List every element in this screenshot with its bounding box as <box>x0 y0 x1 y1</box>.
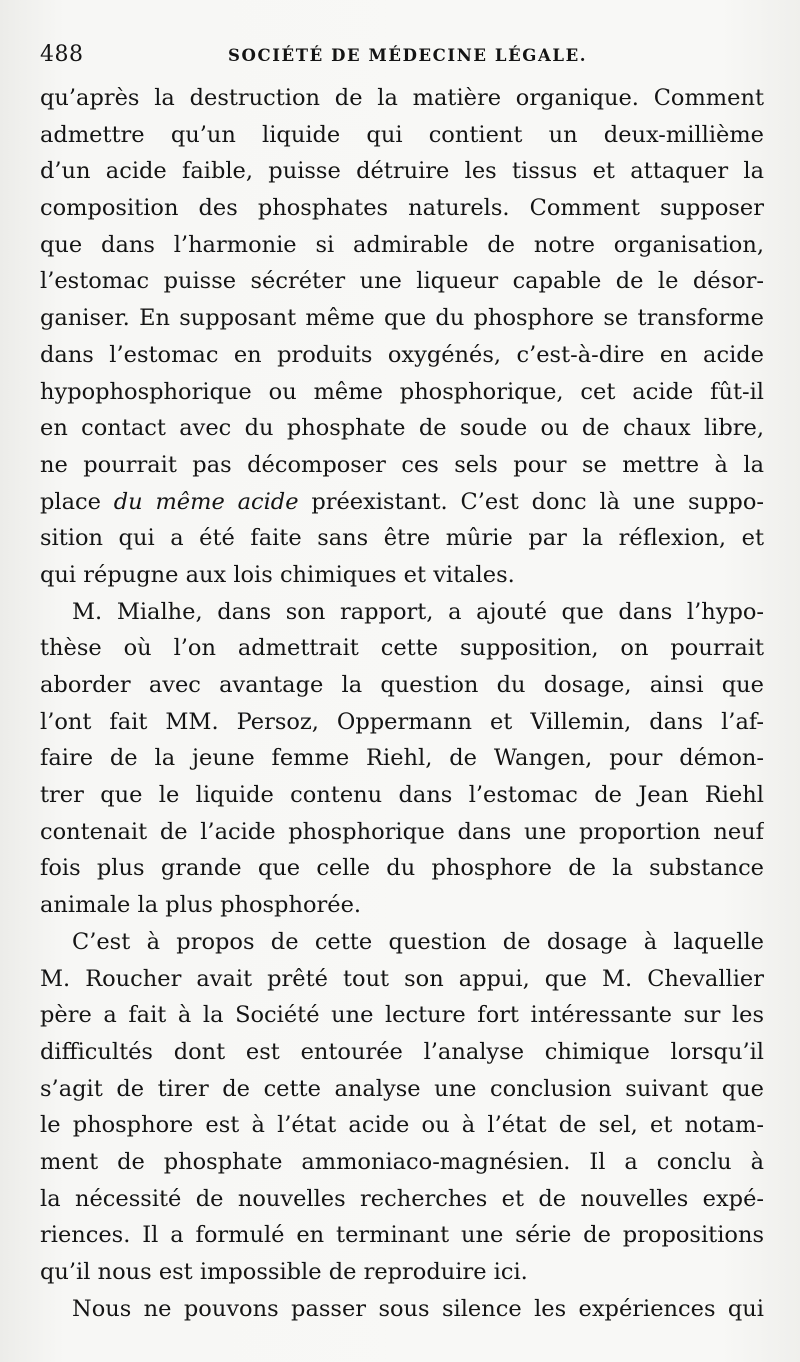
page-header <box>40 40 760 76</box>
text-line: sition qui a été faite sans être mûrie par la réflexion, et <box>40 525 764 552</box>
text-line: fois plus grande que celle du phosphore de la substance <box>40 855 764 882</box>
paragraph-3 <box>40 924 764 1291</box>
text-line: faire de la jeune femme Riehl, de Wangen, pour démon- <box>40 745 764 772</box>
text-line: le phosphore est à l’état acide ou à l’état de sel, et notam- <box>40 1112 764 1139</box>
text-line: que dans l’harmonie si admirable de notre organisation, <box>40 231 764 258</box>
text-segment: préexistant. C’est donc là une suppo- <box>298 488 764 515</box>
text-line: difficultés dont est entourée l’analyse chimique lorsqu’il <box>40 1038 764 1065</box>
text-line: la nécessité de nouvelles recherches et de nouvelles expé- <box>40 1185 764 1212</box>
text-line: d’un acide faible, puisse détruire les tissus et attaquer la <box>40 158 764 185</box>
text-line: ganiser. En supposant même que du phosphore se transforme <box>40 305 764 332</box>
text-line: animale la plus phosphorée. <box>40 892 362 919</box>
text-line: en contact avec du phosphate de soude ou de chaux libre, <box>40 415 764 442</box>
text-line: riences. Il a formulé en terminant une série de propositions <box>40 1222 764 1249</box>
text-line: C’est à propos de cette question de dosage à laquelle <box>72 928 764 955</box>
page-number: 488 <box>40 42 84 67</box>
text-line: M. Roucher avait prêté tout son appui, que M. Chevallier <box>40 965 764 992</box>
text-segment: place <box>40 488 114 515</box>
paragraph-4 <box>40 1291 764 1328</box>
text-line: s’agit de tirer de cette analyse une conclusion suivant que <box>40 1075 764 1102</box>
text-line: qu’il nous est impossible de reproduire ici. <box>40 1259 528 1285</box>
paragraph-1 <box>40 80 764 594</box>
text-line-with-italic <box>40 484 764 521</box>
text-line: ne pourrait pas décomposer ces sels pour se mettre à la <box>40 451 764 478</box>
text-line: composition des phosphates naturels. Comment supposer <box>40 195 764 222</box>
paragraph-2 <box>40 594 764 924</box>
text-line: l’ont fait MM. Persoz, Oppermann et Villemin, dans l’af- <box>40 708 764 735</box>
text-line: hypophosphorique ou même phosphorique, cet acide fût-il <box>40 378 764 405</box>
text-line: M. Mialhe, dans son rapport, a ajouté que dans l’hypo- <box>72 598 764 625</box>
text-line: aborder avec avantage la question du dosage, ainsi que <box>40 672 764 698</box>
page-body <box>40 80 764 1327</box>
text-line: ment de phosphate ammoniaco-magnésien. Il a conclu à <box>40 1148 764 1175</box>
text-line: thèse où l’on admettrait cette supposition, on pourrait <box>40 635 764 662</box>
text-line: admettre qu’un liquide qui contient un deux-millième <box>40 121 764 148</box>
text-line: père a fait à la Société une lecture fort intéressante sur les <box>40 1002 764 1029</box>
running-head: SOCIÉTÉ DE MÉDECINE LÉGALE. <box>228 46 588 65</box>
text-line: qu’après la destruction de la matière organique. Comment <box>40 85 764 111</box>
text-line: trer que le liquide contenu dans l’estomac de Jean Riehl <box>40 782 764 809</box>
text-line: contenait de l’acide phosphorique dans une proportion neuf <box>40 818 764 845</box>
text-line: Nous ne pouvons passer sous silence les expériences qui <box>72 1295 764 1322</box>
text-line: dans l’estomac en produits oxygénés, c’est-à-dire en acide <box>40 341 764 368</box>
text-line: l’estomac puisse sécréter une liqueur capable de le désor- <box>40 268 764 295</box>
text-line: qui répugne aux lois chimiques et vitales. <box>40 561 515 588</box>
italic-phrase: du même acide <box>113 488 299 515</box>
